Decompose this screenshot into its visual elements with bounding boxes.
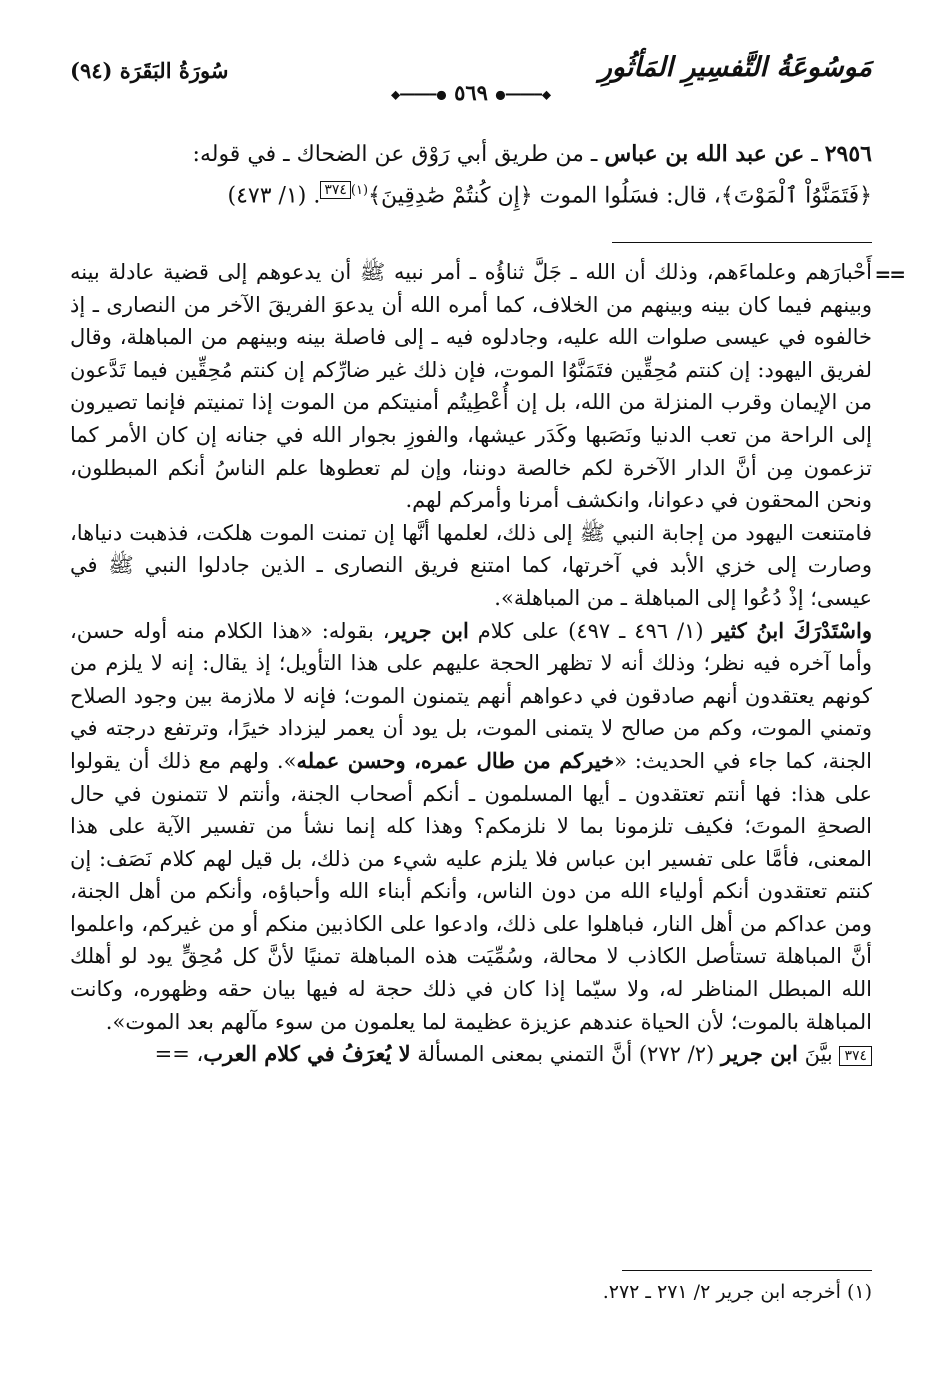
ornament-icon: ◆━━━━━● [495,87,552,102]
entry-chain: ـ من طريق أبي رَوْق عن الضحاك ـ في قوله: [192,142,598,167]
entry-narrator: عن عبد الله بن عباس [604,141,805,167]
ornament-icon: ●━━━━━◆ [390,87,447,102]
commentary-ref-box[interactable]: ٣٧٤ [839,1046,872,1066]
page-number-wrap [70,80,872,105]
hadith-text: خيركم من طال عمره، وحسن عمله [296,747,615,773]
commentary-ref-box[interactable]: ٣٧٤ [320,181,351,199]
ibn-jarir-name: ابن جرير [389,617,469,643]
page-number: ٥٦٩ [454,80,488,105]
footnote-separator [622,1270,872,1271]
separator-line [612,242,872,243]
entry-citation: . (١/ ٤٧٣) [227,183,321,209]
istidrak-text: ، بقوله: «هذا الكلام منه أوله حسن، وأما آخره فيه نظر؛ وذلك أنه لا تظهر الحجة عليهم على هذا التأويل؛ إذ يقال: إنه لا يلزم من كونهم يعتقدون أنهم صادقون في دعواهم أنهم يتمنون الموت؛ فإنه لا ملازمة بين وجود الصلاح وتمني الموت، وكم من صالح لا يتمنى الموت، بل يود أن يعمر ليزداد خيرًا، وترتفع درجته في الجنة، كما جاء في الحديث: « [70,618,872,773]
ibn-jarir-name: ابن جرير [720,1041,798,1067]
quran-verse: ﴿فَتَمَنَّوُاْ ٱلْمَوْتَ﴾ [720,183,872,209]
footnote-marker[interactable]: (١) [350,183,369,198]
surah-label: سُورَةُ البَقَرَة (٩٤) [70,58,229,83]
entry-number: ٢٩٥٦ [824,141,872,167]
bayyan-word: بيَّنَ [804,1042,833,1067]
continuation-marker: == [874,262,904,286]
la-yuraf-text: لا يُعرَفُ في كلام العرب [203,1041,411,1067]
page-header [70,52,872,105]
istidrak-ref: (١/ ٤٩٦ ـ ٤٩٧) على كلام [477,618,704,643]
narration-entry: ٢٩٥٦ ـ عن عبد الله بن عباس ـ من طريق أبي رَوْق عن الضحاك ـ في قوله: ﴿فَتَمَنَّوُاْ ٱلْمَوْتَ﴾، قال: فسَلُوا الموت ﴿إِن كُنتُمْ صَٰدِقِينَ﴾$^{(١)}$٣٧٤. (١/ ٤٧٣) [192,141,872,209]
end-marker: ، == [154,1042,204,1067]
quran-verse: ﴿إِن كُنتُمْ صَٰدِقِينَ﴾ [368,183,533,209]
commentary-paragraph [70,1038,872,1071]
commentary-paragraph: أَحْبارَهم وعلماءَهم، وذلك أن الله ـ جَلَّ ثناؤُه ـ أمر نبيه ﷺ أن يدعوهم إلى قضية عادلة بينه وبينهم فيما كان بينه وبينهم من الخلاف، كما أمره الله أن يدعوَ الفريقَ الآخر من النصارى ـ إذ خالفوه في عيسى صلوات الله عليه، وجادلوه فيه ـ إلى فاصلة بينه وبينهم من المباهلة، وقال لفريق اليهود: إن كنتم مُحِقِّين فتَمَنَّوُا الموت، فإن ذلك غير ضارِّكم إن كنتم مُحِقِّين فيما تَدَّعون من الإيمان وقرب المنزلة من الله، بل إن أُعْطِيتُم أمنيتكم من الموت إذا تمنيتم فإنما تصيرون إلى الراحة من تعب الدنيا ونَصَبها وكَدَر عيشها، والفوزِ بجوار الله في جنانه إن كان الأمر كما تزعمون مِن أنَّ الدار الآخرة لكم خالصة دوننا، وإن لم تعطوها علم الناسُ أنكم المبطلون، ونحن المحقون في دعوانا، وانكشف أمرنا وأمركم لهم. [70,260,872,513]
bayyan-ref: (٢/ ٢٧٢) أنَّ التمني بمعنى المسألة [417,1042,715,1067]
entry-said: ، قال: فسَلُوا الموت [539,183,721,209]
book-title: مَوسُوعَةُ التَّفسِيرِ المَأثُورِ [598,52,872,83]
commentary-paragraph [70,615,872,1039]
istidrak-label: واسْتَدْرَكَ ابنُ كثير [712,617,872,643]
footnote: (١) أخرجه ابن جرير ٢/ ٢٧١ ـ ٢٧٢. [602,1281,872,1303]
istidrak-text-cont: ». ولهم مع ذلك أن يقولوا على هذا: فها أنتم تعتقدون ـ أيها المسلمون ـ أنكم أصحاب الجنة، وأنتم لا تتمنون في حال الصحةِ الموتَ؛ فكيف تلزمونا بما لا نلزمكم؟ وهذا كله إنما نشأ من تفسير الآية على هذا المعنى، فأمَّا على تفسير ابن عباس فلا يلزم عليه شيء من ذلك، بل قيل لهم كلام نَصَف: إن كنتم تعتقدون أنكم أولياء الله من دون الناس، وأنكم أبناء الله وأحباؤه، وأنكم من أهل الجنة، ومن عداكم من أهل النار، فباهلوا على ذلك، وادعوا على الكاذبين منكم أو من غيركم، واعلموا أنَّ المباهلة تستأصل الكاذب لا محالة، وسُمِّيَت هذه المباهلة تمنيًا لأنَّ كل مُحِقٍّ يود لو أهلك الله المبطل المناظر له، ولا سيّما إذا كان في ذلك حجة له فيها بيان حقه وظهوره، وكانت المباهلة بالموت؛ لأن الحياة عندهم عزيزة عظيمة لما يعلمون من سوء مآلهم بعد الموت». [70,748,872,1034]
commentary-paragraph: فامتنعت اليهود من إجابة النبي ﷺ إلى ذلك، لعلمها أنَّها إن تمنت الموت هلكت، فذهبت دنياها، وصارت إلى خزي الأبد في آخرتها، كما امتنع فريق النصارى ـ الذين جادلوا النبي ﷺ في عيسى؛ إذْ دُعُوا إلى المباهلة ـ من المباهلة». [70,520,872,610]
commentary-body [70,256,872,1071]
